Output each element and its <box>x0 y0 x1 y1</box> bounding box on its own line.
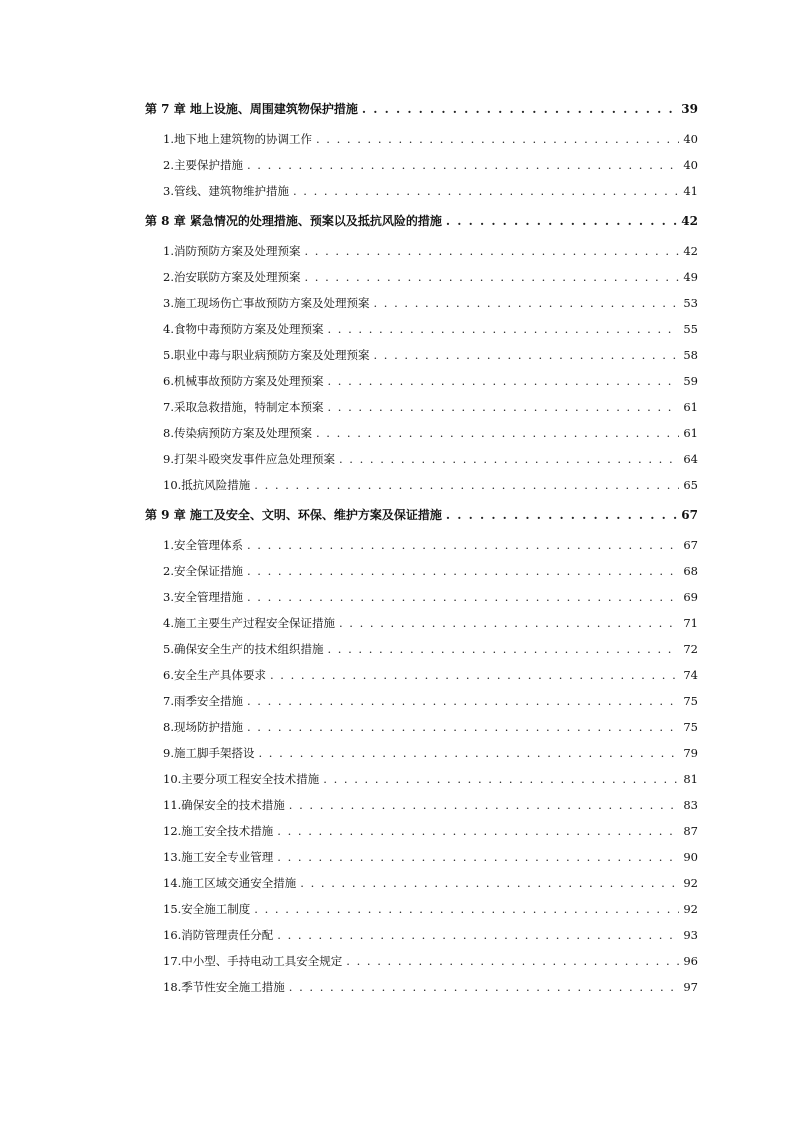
toc-entry-title: 4.食物中毒预防方案及处理预案 <box>163 322 324 336</box>
toc-section-entry[interactable] <box>145 342 698 368</box>
toc-dot-leader <box>247 532 679 558</box>
toc-dot-leader <box>362 96 677 122</box>
toc-section-entry[interactable] <box>145 688 698 714</box>
toc-entry-title: 15.安全施工制度 <box>163 902 251 916</box>
toc-page-number: 96 <box>683 954 698 968</box>
toc-entry-title: 8.现场防护措施 <box>163 720 243 734</box>
toc-dot-leader <box>293 178 679 204</box>
toc-section-entry[interactable] <box>145 792 698 818</box>
toc-page-number: 65 <box>683 478 698 492</box>
toc-section-entry[interactable] <box>145 558 698 584</box>
toc-dot-leader <box>247 152 679 178</box>
toc-page-number: 83 <box>683 798 698 812</box>
toc-section-entry[interactable] <box>145 420 698 446</box>
toc-page-number: 92 <box>683 876 698 890</box>
toc-entry-title: 10.主要分项工程安全技术措施 <box>163 772 320 786</box>
toc-entry-title: 1.安全管理体系 <box>163 538 243 552</box>
toc-chapter-entry[interactable] <box>145 96 698 122</box>
toc-dot-leader <box>339 610 679 636</box>
toc-dot-leader <box>316 420 679 446</box>
toc-section-entry[interactable] <box>145 584 698 610</box>
toc-section-entry[interactable] <box>145 766 698 792</box>
toc-entry-title: 4.施工主要生产过程安全保证措施 <box>163 616 335 630</box>
toc-dot-leader <box>304 238 679 264</box>
toc-page-number: 97 <box>683 980 698 994</box>
toc-entry-title: 第 8 章 紧急情况的处理措施、预案以及抵抗风险的措施 <box>145 214 442 228</box>
toc-section-entry[interactable] <box>145 818 698 844</box>
toc-page-number: 40 <box>683 158 698 172</box>
toc-dot-leader <box>327 368 679 394</box>
toc-page-number: 93 <box>683 928 698 942</box>
toc-dot-leader <box>373 290 679 316</box>
toc-dot-leader <box>446 208 677 234</box>
toc-entry-title: 12.施工安全技术措施 <box>163 824 274 838</box>
toc-page-number: 55 <box>683 322 698 336</box>
toc-section-entry[interactable] <box>145 264 698 290</box>
toc-page-number: 39 <box>681 102 698 116</box>
toc-section-entry[interactable] <box>145 394 698 420</box>
toc-dot-leader <box>247 688 679 714</box>
toc-dot-leader <box>254 472 679 498</box>
toc-section-entry[interactable] <box>145 974 698 1000</box>
toc-section-entry[interactable] <box>145 844 698 870</box>
toc-section-entry[interactable] <box>145 178 698 204</box>
toc-page-number: 49 <box>683 270 698 284</box>
toc-section-entry[interactable] <box>145 610 698 636</box>
toc-dot-leader <box>289 792 680 818</box>
toc-dot-leader <box>277 844 679 870</box>
toc-entry-title: 13.施工安全专业管理 <box>163 850 274 864</box>
toc-dot-leader <box>323 766 679 792</box>
toc-section-entry[interactable] <box>145 152 698 178</box>
toc-entry-title: 5.确保安全生产的技术组织措施 <box>163 642 324 656</box>
toc-page-number: 41 <box>683 184 698 198</box>
toc-section-entry[interactable] <box>145 636 698 662</box>
toc-dot-leader <box>247 714 679 740</box>
toc-entry-title: 第 7 章 地上设施、周围建筑物保护措施 <box>145 102 358 116</box>
toc-page-number: 68 <box>683 564 698 578</box>
toc-entry-title: 1.地下地上建筑物的协调工作 <box>163 132 312 146</box>
toc-page-number: 42 <box>681 214 698 228</box>
toc-section-entry[interactable] <box>145 472 698 498</box>
toc-section-entry[interactable] <box>145 532 698 558</box>
toc-section-entry[interactable] <box>145 290 698 316</box>
toc-page-number: 59 <box>683 374 698 388</box>
toc-page-number: 61 <box>683 400 698 414</box>
toc-entry-title: 1.消防预防方案及处理预案 <box>163 244 301 258</box>
toc-page-number: 67 <box>683 538 698 552</box>
toc-dot-leader <box>346 948 679 974</box>
toc-dot-leader <box>277 922 679 948</box>
toc-page-number: 61 <box>683 426 698 440</box>
toc-page-number: 79 <box>683 746 698 760</box>
toc-dot-leader <box>289 974 680 1000</box>
toc-dot-leader <box>373 342 679 368</box>
toc-page-number: 64 <box>683 452 698 466</box>
toc-dot-leader <box>254 896 679 922</box>
toc-entry-title: 8.传染病预防方案及处理预案 <box>163 426 312 440</box>
toc-dot-leader <box>247 584 679 610</box>
toc-page-number: 40 <box>683 132 698 146</box>
toc-entry-title: 2.安全保证措施 <box>163 564 243 578</box>
toc-page-number: 81 <box>683 772 698 786</box>
toc-section-entry[interactable] <box>145 896 698 922</box>
toc-dot-leader <box>270 662 679 688</box>
toc-page-number: 53 <box>683 296 698 310</box>
toc-section-entry[interactable] <box>145 740 698 766</box>
toc-section-entry[interactable] <box>145 316 698 342</box>
toc-dot-leader <box>316 126 679 152</box>
toc-entry-title: 6.安全生产具体要求 <box>163 668 266 682</box>
toc-dot-leader <box>247 558 679 584</box>
toc-page-number: 71 <box>683 616 698 630</box>
toc-page-number: 42 <box>683 244 698 258</box>
toc-entry-title: 5.职业中毒与职业病预防方案及处理预案 <box>163 348 370 362</box>
toc-entry-title: 16.消防管理责任分配 <box>163 928 274 942</box>
toc-entry-title: 3.安全管理措施 <box>163 590 243 604</box>
toc-entry-title: 第 9 章 施工及安全、文明、环保、维护方案及保证措施 <box>145 508 442 522</box>
toc-entry-title: 18.季节性安全施工措施 <box>163 980 285 994</box>
toc-dot-leader <box>327 636 679 662</box>
toc-section-entry[interactable] <box>145 948 698 974</box>
toc-dot-leader <box>304 264 679 290</box>
toc-entry-title: 7.雨季安全措施 <box>163 694 243 708</box>
toc-entry-title: 9.施工脚手架搭设 <box>163 746 255 760</box>
toc-section-entry[interactable] <box>145 446 698 472</box>
toc-dot-leader <box>300 870 679 896</box>
toc-entry-title: 2.治安联防方案及处理预案 <box>163 270 301 284</box>
toc-page-number: 58 <box>683 348 698 362</box>
toc-page-number: 69 <box>683 590 698 604</box>
toc-page-number: 92 <box>683 902 698 916</box>
toc-entry-title: 3.施工现场伤亡事故预防方案及处理预案 <box>163 296 370 310</box>
toc-entry-title: 11.确保安全的技术措施 <box>163 798 285 812</box>
toc-section-entry[interactable] <box>145 238 698 264</box>
toc-page-number: 72 <box>683 642 698 656</box>
toc-page-number: 74 <box>683 668 698 682</box>
toc-entry-title: 2.主要保护措施 <box>163 158 243 172</box>
toc-section-entry[interactable] <box>145 662 698 688</box>
toc-dot-leader <box>277 818 679 844</box>
toc-chapter-entry[interactable] <box>145 208 698 234</box>
toc-page-number: 87 <box>683 824 698 838</box>
toc-entry-title: 6.机械事故预防方案及处理预案 <box>163 374 324 388</box>
toc-section-entry[interactable] <box>145 714 698 740</box>
toc-dot-leader <box>258 740 679 766</box>
toc-entry-title: 14.施工区域交通安全措施 <box>163 876 297 890</box>
toc-entry-title: 3.管线、建筑物维护措施 <box>163 184 289 198</box>
toc-dot-leader <box>339 446 679 472</box>
toc-section-entry[interactable] <box>145 922 698 948</box>
toc-page-number: 75 <box>683 694 698 708</box>
toc-dot-leader <box>327 394 679 420</box>
table-of-contents <box>145 96 698 1000</box>
toc-page-number: 75 <box>683 720 698 734</box>
toc-chapter-entry[interactable] <box>145 502 698 528</box>
toc-section-entry[interactable] <box>145 368 698 394</box>
toc-section-entry[interactable] <box>145 870 698 896</box>
toc-entry-title: 10.抵抗风险措施 <box>163 478 251 492</box>
toc-entry-title: 7.采取急救措施，特制定本预案 <box>163 400 324 414</box>
toc-dot-leader <box>446 502 677 528</box>
toc-dot-leader <box>327 316 679 342</box>
toc-entry-title: 9.打架斗殴突发事件应急处理预案 <box>163 452 335 466</box>
toc-section-entry[interactable] <box>145 126 698 152</box>
toc-page-number: 90 <box>683 850 698 864</box>
toc-page-number: 67 <box>681 508 698 522</box>
toc-entry-title: 17.中小型、手持电动工具安全规定 <box>163 954 343 968</box>
